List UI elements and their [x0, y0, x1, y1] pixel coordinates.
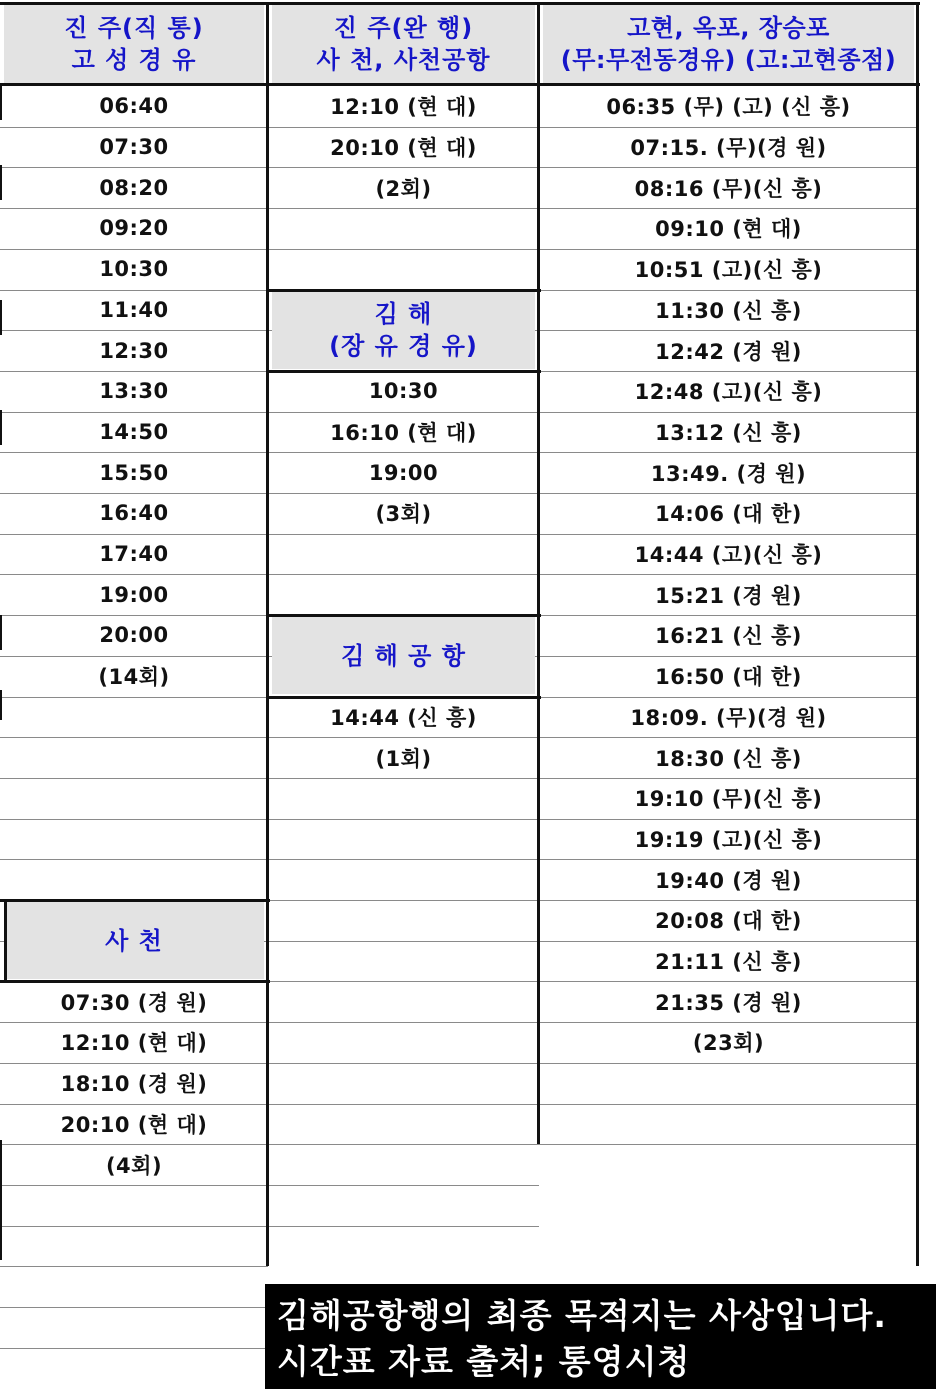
left-edge-fragment: [0, 165, 2, 200]
row-separator: [268, 900, 539, 901]
time-cell: 07:30 (경 원): [60, 990, 208, 1015]
time-cell: 16:21 (신 흥): [655, 624, 802, 649]
column-header: [272, 4, 535, 83]
section-header: [272, 617, 535, 694]
row-separator: [0, 1266, 268, 1267]
top-border: [0, 2, 920, 5]
left-edge-fragment: [0, 410, 2, 445]
row-separator: [268, 1063, 539, 1064]
header-bottom-border: [0, 83, 920, 86]
column-divider: [537, 2, 540, 1144]
time-cell: 20:08 (대 한): [655, 909, 802, 934]
row-separator: [539, 1063, 918, 1064]
time-cell: 14:44 (신 흥): [330, 705, 477, 730]
time-cell: 12:42 (경 원): [655, 339, 802, 364]
time-cell: 09:10 (현 대): [655, 217, 802, 242]
time-cell: 10:30: [99, 257, 169, 282]
time-cell: 15:21 (경 원): [655, 583, 802, 608]
row-separator: [0, 1226, 268, 1227]
time-cell: 16:10 (현 대): [330, 420, 477, 445]
row-separator: [539, 1104, 918, 1105]
time-cell: 12:48 (고)(신 흥): [634, 380, 823, 405]
caption-line-2: 시간표 자료 출처; 통영시청: [277, 1342, 691, 1381]
time-cell: 12:10 (현 대): [60, 1031, 208, 1056]
left-edge-fragment: [0, 86, 2, 120]
row-separator: [268, 778, 539, 779]
time-cell: 14:50: [99, 419, 169, 444]
section-header-line: 김 해 공 항: [341, 641, 466, 670]
time-cell: 18:10 (경 원): [60, 1072, 208, 1097]
column-header: [543, 4, 914, 83]
time-cell: 06:35 (무) (고) (신 흥): [606, 95, 851, 120]
row-separator: [0, 1307, 268, 1308]
time-cell: 16:50 (대 한): [655, 665, 802, 690]
column-header-line: 사 천, 사천공항: [316, 45, 491, 74]
section-border: [0, 899, 270, 902]
row-separator: [539, 1144, 918, 1145]
time-cell: 19:19 (고)(신 흥): [634, 827, 823, 852]
time-cell: 20:10 (현 대): [330, 136, 477, 161]
row-separator: [268, 208, 539, 209]
time-cell: 19:00: [368, 460, 439, 485]
time-cell: 14:44 (고)(신 흥): [634, 543, 823, 568]
time-cell: (14회): [98, 665, 170, 690]
left-edge-fragment: [0, 1140, 2, 1260]
caption-line-1: 김해공항행의 최종 목적지는 사상입니다.: [277, 1296, 887, 1335]
time-cell: 10:51 (고)(신 흥): [634, 258, 823, 283]
row-separator: [268, 819, 539, 820]
time-cell: (2회): [375, 176, 432, 201]
column-header-line: 진 주(완 행): [333, 13, 474, 42]
time-cell: 19:00: [99, 582, 169, 607]
section-header: [272, 292, 535, 369]
time-cell: (4회): [105, 1153, 163, 1178]
row-separator: [268, 249, 539, 250]
time-cell: 19:10 (무)(신 흥): [634, 787, 823, 812]
column-header-line: 고현, 옥포, 장승포: [627, 13, 830, 42]
row-separator: [0, 737, 268, 738]
row-separator: [268, 859, 539, 860]
section-header-line: (장 유 경 유): [329, 332, 478, 361]
time-cell: (1회): [375, 746, 432, 771]
time-cell: 10:30: [368, 379, 439, 404]
left-edge-fragment: [0, 690, 2, 720]
time-cell: 18:30 (신 흥): [655, 746, 802, 771]
row-separator: [0, 1185, 268, 1186]
caption-box: [265, 1284, 936, 1389]
time-cell: 15:50: [99, 460, 169, 485]
column-header-line: 진 주(직 통): [64, 13, 204, 42]
row-separator: [268, 1226, 539, 1227]
section-left-border: [4, 900, 7, 981]
time-cell: 09:20: [99, 216, 169, 241]
row-separator: [268, 1185, 539, 1186]
time-cell: 21:35 (경 원): [655, 990, 802, 1015]
column-divider: [266, 2, 269, 1266]
row-separator: [268, 981, 539, 982]
row-separator: [268, 1022, 539, 1023]
section-header-line: 김 해: [374, 300, 433, 329]
time-cell: 14:06 (대 한): [655, 502, 802, 527]
time-cell: 13:30: [99, 379, 169, 404]
row-separator: [268, 534, 539, 535]
row-separator: [268, 1144, 539, 1145]
section-border: [268, 289, 541, 292]
time-cell: 11:30 (신 흥): [655, 298, 802, 323]
time-cell: 17:40: [99, 542, 169, 567]
time-cell: 21:11 (신 흥): [655, 950, 802, 975]
time-cell: 08:20: [99, 175, 169, 200]
time-cell: 13:49. (경 원): [650, 461, 807, 486]
section-header-line: 사 천: [105, 926, 163, 955]
time-cell: 12:10 (현 대): [330, 95, 477, 120]
time-cell: 06:40: [99, 94, 169, 119]
time-cell: 07:30: [99, 135, 169, 160]
time-cell: 20:00: [99, 623, 169, 648]
time-cell: (3회): [375, 502, 432, 527]
row-separator: [268, 574, 539, 575]
row-separator: [268, 1104, 539, 1105]
time-cell: 07:15. (무)(경 원): [630, 136, 827, 161]
column-header-line: (무:무전동경유) (고:고현종점): [560, 45, 897, 74]
time-cell: 18:09. (무)(경 원): [630, 705, 827, 730]
row-separator: [0, 1348, 268, 1349]
row-separator: [0, 859, 268, 860]
time-cell: (23회): [692, 1031, 765, 1056]
time-cell: 20:10 (현 대): [60, 1112, 208, 1137]
column-header: [4, 4, 264, 83]
time-cell: 19:40 (경 원): [655, 868, 802, 893]
row-separator: [268, 941, 539, 942]
left-edge-fragment: [0, 300, 2, 335]
time-cell: 12:30: [99, 338, 169, 363]
row-separator: [0, 697, 268, 698]
time-cell: 11:40: [99, 297, 169, 322]
section-border: [268, 614, 541, 617]
time-cell: 16:40: [99, 501, 169, 526]
section-header: [4, 902, 264, 979]
row-separator: [0, 819, 268, 820]
row-separator: [0, 778, 268, 779]
column-header-line: 고 성 경 유: [71, 45, 197, 74]
time-cell: 13:12 (신 흥): [655, 420, 802, 445]
left-edge-fragment: [0, 615, 2, 650]
time-cell: 08:16 (무)(신 흥): [634, 176, 823, 201]
right-border: [916, 2, 919, 1266]
